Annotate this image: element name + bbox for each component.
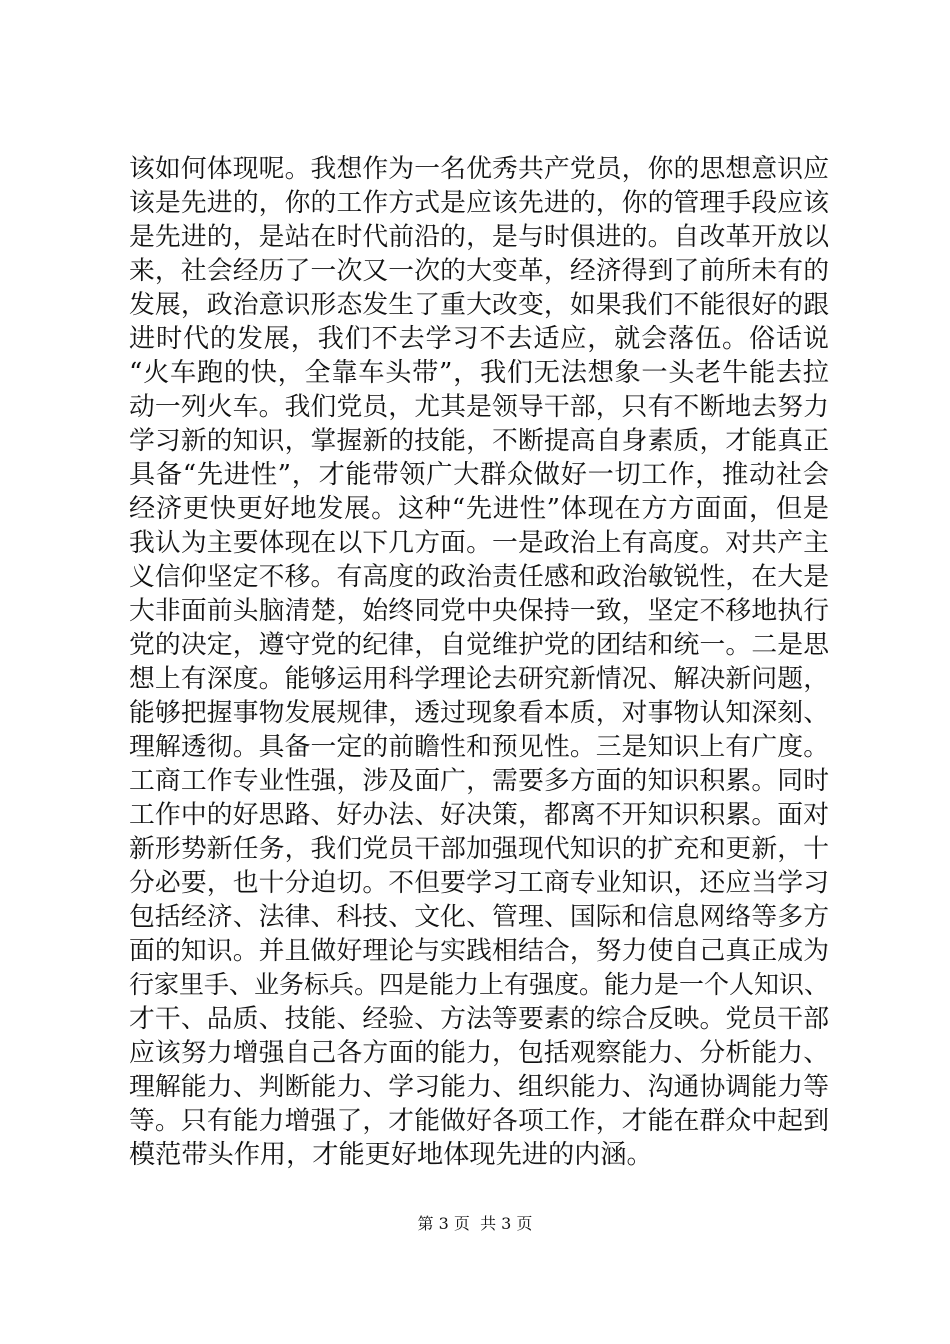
text-line: 进时代的发展，我们不去学习不去适应，就会落伍。俗话说 [129, 324, 829, 354]
text-line: 大非面前头脑清楚，始终同党中央保持一致，坚定不移地执行 [129, 596, 829, 626]
text-line: 包括经济、法律、科技、文化、管理、国际和信息网络等多方 [129, 902, 829, 932]
text-line: 具备“先进性”，才能带领广大群众做好一切工作，推动社会 [129, 460, 829, 490]
text-line: 是先进的，是站在时代前沿的，是与时俱进的。自改革开放以 [129, 222, 829, 252]
text-line: 党的决定，遵守党的纪律，自觉维护党的团结和统一。二是思 [129, 630, 829, 660]
text-line: 行家里手、业务标兵。四是能力上有强度。能力是一个人知识、 [129, 970, 830, 999]
text-line: 理解能力、判断能力、学习能力、组织能力、沟通协调能力等 [129, 1072, 829, 1102]
text-line: 动一列火车。我们党员，尤其是领导干部，只有不断地去努力 [129, 392, 829, 422]
text-line: 来，社会经历了一次又一次的大变革，经济得到了前所未有的 [129, 256, 829, 286]
text-line: 等。只有能力增强了，才能做好各项工作，才能在群众中起到 [129, 1106, 829, 1136]
text-line: 面的知识。并且做好理论与实践相结合，努力使自己真正成为 [129, 936, 829, 966]
body-paragraph [129, 152, 829, 1172]
text-line: 该如何体现呢。我想作为一名优秀共产党员，你的思想意识应 [129, 154, 829, 184]
text-line: 经济更快更好地发展。这种“先进性”体现在方方面面，但是 [129, 494, 829, 524]
text-line: 该是先进的，你的工作方式是应该先进的，你的管理手段应该 [129, 188, 829, 218]
text-line: 想上有深度。能够运用科学理论去研究新情况、解决新问题， [129, 664, 829, 694]
text-line: 新形势新任务，我们党员干部加强现代知识的扩充和更新，十 [129, 834, 829, 864]
text-line: 我认为主要体现在以下几方面。一是政治上有高度。对共产主 [129, 528, 829, 558]
text-line: 才干、品质、技能、经验、方法等要素的综合反映。党员干部 [129, 1004, 829, 1034]
text-line: 能够把握事物发展规律，透过现象看本质，对事物认知深刻、 [129, 698, 829, 728]
text-line: 工作中的好思路、好办法、好决策，都离不开知识积累。面对 [129, 800, 829, 830]
text-line: “火车跑的快，全靠车头带”，我们无法想象一头老牛能去拉 [129, 358, 829, 388]
text-line: 义信仰坚定不移。有高度的政治责任感和政治敏锐性，在大是 [129, 562, 829, 592]
text-line: 工商工作专业性强，涉及面广，需要多方面的知识积累。同时 [129, 766, 829, 796]
text-line: 应该努力增强自己各方面的能力，包括观察能力、分析能力、 [129, 1038, 829, 1068]
text-line: 分必要，也十分迫切。不但要学习工商专业知识，还应当学习 [129, 868, 829, 898]
text-line: 发展，政治意识形态发生了重大改变，如果我们不能很好的跟 [129, 290, 829, 320]
text-line: 模范带头作用，才能更好地体现先进的内涵。 [129, 1140, 653, 1170]
text-line: 理解透彻。具备一定的前瞻性和预见性。三是知识上有广度。 [129, 732, 829, 762]
text-line: 学习新的知识，掌握新的技能，不断提高自身素质，才能真正 [129, 426, 829, 456]
page-footer [0, 1213, 950, 1235]
page-number: 第 3 页 共 3 页 [417, 1214, 533, 1233]
